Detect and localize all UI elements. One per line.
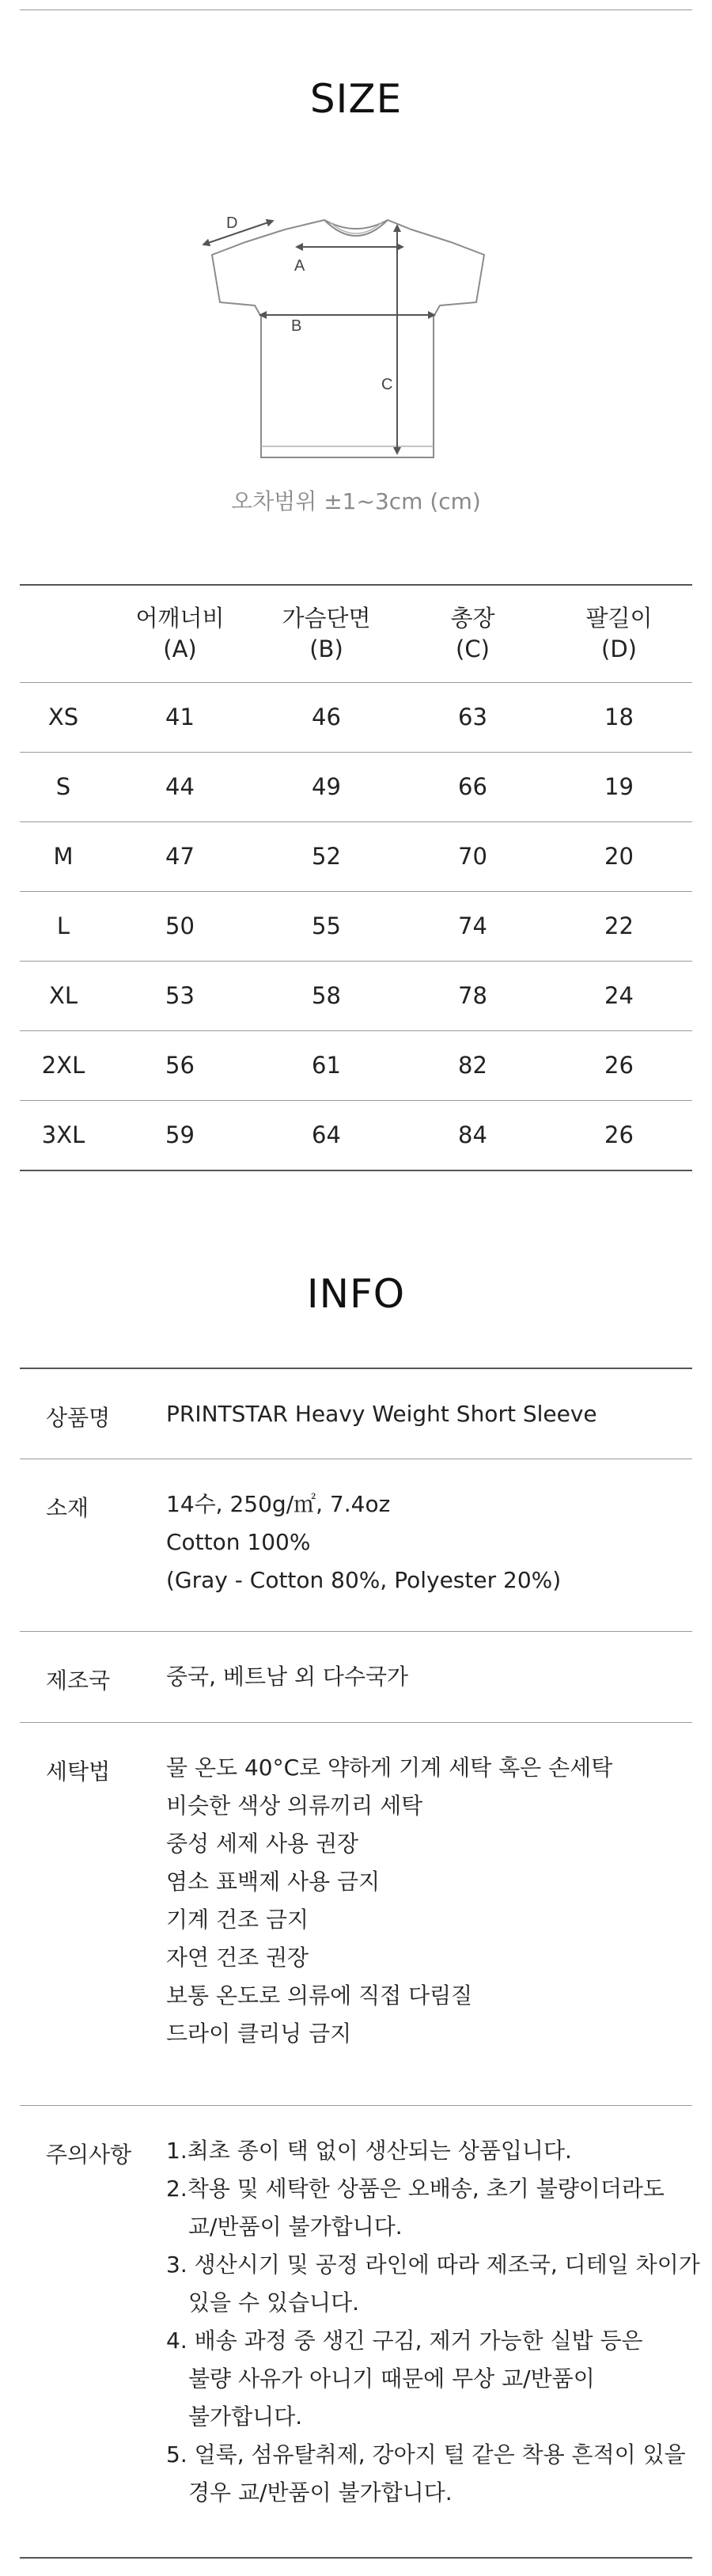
info-value (166, 1749, 612, 2053)
sleeve-value: 26 (604, 1051, 634, 1079)
chest-value: 64 (312, 1121, 341, 1148)
shoulder-value: 44 (165, 772, 195, 800)
washing-line: 중성 세제 사용 권장 (166, 1831, 359, 1857)
size-label: 2XL (41, 1051, 85, 1079)
sleeve-value: 22 (604, 912, 634, 939)
table-row (20, 821, 692, 891)
table-row (20, 1030, 692, 1100)
notice-line: 2.착용 및 세탁한 상품은 오배송, 초기 불량이더라도 (166, 2176, 665, 2202)
size-label: S (55, 772, 71, 800)
material-line: Cotton 100% (166, 1529, 311, 1555)
sleeve-value: 19 (604, 772, 634, 800)
washing-line: 비슷한 색상 의류끼리 세탁 (166, 1793, 423, 1819)
info-title: INFO (306, 1271, 406, 1317)
measure-c-label: C (381, 376, 393, 393)
header-name: 총장 (450, 604, 495, 632)
info-row-origin (20, 1631, 692, 1723)
size-label: XL (48, 981, 78, 1009)
length-value: 66 (458, 772, 487, 800)
shoulder-value: 59 (165, 1121, 195, 1148)
tolerance-note: 오차범위 ±1~3cm (cm) (231, 488, 481, 514)
washing-line: 기계 건조 금지 (166, 1906, 309, 1933)
measure-a-label: A (294, 257, 305, 275)
header-cell-chest (253, 603, 400, 665)
table-row (20, 682, 692, 752)
notice-line: 1.최초 종이 택 없이 생산되는 상품입니다. (166, 2138, 572, 2164)
info-label: 소재 (46, 1495, 89, 1521)
header-name: 가슴단면 (282, 604, 371, 632)
material-line: (Gray - Cotton 80%, Polyester 20%) (166, 1567, 562, 1593)
info-label: 제조국 (46, 1667, 111, 1694)
table-row (20, 891, 692, 961)
product-name-value: PRINTSTAR Heavy Weight Short Sleeve (166, 1401, 597, 1427)
info-label: 주의사항 (46, 2142, 132, 2168)
notice-line: 경우 교/반품이 불가합니다. (188, 2479, 453, 2506)
header-code: (B) (309, 635, 343, 662)
info-value (166, 1395, 597, 1433)
sleeve-value: 26 (604, 1121, 634, 1148)
header-cell-shoulder (107, 603, 253, 665)
chest-value: 55 (312, 912, 341, 939)
size-table (20, 586, 692, 1171)
origin-value: 중국, 베트남 외 다수국가 (166, 1664, 409, 1690)
size-label: L (56, 912, 70, 939)
info-value (166, 1485, 561, 1599)
sleeve-value: 24 (604, 981, 634, 1009)
notice-line: 3. 생산시기 및 공정 라인에 따라 제조국, 디테일 차이가 (166, 2252, 700, 2278)
shirt-outline (212, 220, 484, 457)
size-label: M (53, 842, 74, 870)
length-value: 70 (458, 842, 487, 870)
header-code: (C) (456, 635, 490, 662)
washing-line: 염소 표백제 사용 금지 (166, 1868, 381, 1895)
notice-line: 있을 수 있습니다. (188, 2290, 360, 2316)
table-row (20, 752, 692, 821)
size-table-header (20, 586, 692, 682)
length-value: 82 (458, 1051, 487, 1079)
tshirt-diagram (198, 206, 514, 475)
measure-d-label: D (226, 214, 238, 232)
info-row-notice (20, 2105, 700, 2559)
length-value: 63 (458, 703, 487, 730)
header-name: 팔길이 (585, 604, 653, 632)
chest-value: 58 (312, 981, 341, 1009)
washing-line: 자연 건조 권장 (166, 1944, 309, 1971)
info-row-washing (20, 1722, 692, 2106)
size-title: SIZE (309, 76, 403, 122)
table-row (20, 1100, 692, 1171)
chest-value: 49 (312, 772, 341, 800)
info-value (166, 1658, 408, 1696)
chest-value: 61 (312, 1051, 341, 1079)
table-row (20, 961, 692, 1030)
header-cell-length (400, 603, 546, 665)
notice-line: 5. 얼룩, 섬유탈취제, 강아지 털 같은 착용 흔적이 있을 (166, 2441, 686, 2468)
header-code: (D) (601, 635, 637, 662)
notice-line: 4. 배송 과정 중 생긴 구김, 제거 가능한 실밥 등은 (166, 2328, 643, 2354)
measure-d-line (206, 222, 271, 244)
header-cell-sleeve (546, 603, 692, 665)
material-line: 14수, 250g/㎡, 7.4oz (166, 1491, 391, 1517)
chest-value: 52 (312, 842, 341, 870)
shoulder-value: 56 (165, 1051, 195, 1079)
length-value: 84 (458, 1121, 487, 1148)
top-divider (20, 9, 692, 10)
info-label: 상품명 (46, 1405, 111, 1431)
sleeve-value: 20 (604, 842, 634, 870)
notice-line: 교/반품이 불가합니다. (188, 2214, 403, 2240)
header-name: 어깨너비 (135, 604, 225, 632)
shoulder-value: 41 (165, 703, 195, 730)
shoulder-value: 53 (165, 981, 195, 1009)
notice-line: 불가합니다. (188, 2403, 303, 2430)
length-value: 78 (458, 981, 487, 1009)
info-row-material (20, 1459, 692, 1632)
shoulder-value: 50 (165, 912, 195, 939)
size-label: 3XL (41, 1121, 85, 1148)
measure-b-label: B (291, 317, 302, 335)
washing-line: 보통 온도로 의류에 직접 다림질 (166, 1982, 473, 2009)
length-value: 74 (458, 912, 487, 939)
chest-value: 46 (312, 703, 341, 730)
info-row-product-name (20, 1368, 692, 1460)
header-code: (A) (163, 635, 197, 662)
washing-line: 드라이 클리닝 금지 (166, 2020, 352, 2047)
notice-line: 불량 사유가 아니기 때문에 무상 교/반품이 (188, 2365, 595, 2392)
sleeve-value: 18 (604, 703, 634, 730)
shoulder-value: 47 (165, 842, 195, 870)
info-value (166, 2132, 700, 2512)
info-label: 세탁법 (46, 1758, 111, 1785)
size-label: XS (47, 703, 79, 730)
washing-line: 물 온도 40°C로 약하게 기계 세탁 혹은 손세탁 (166, 1755, 613, 1781)
